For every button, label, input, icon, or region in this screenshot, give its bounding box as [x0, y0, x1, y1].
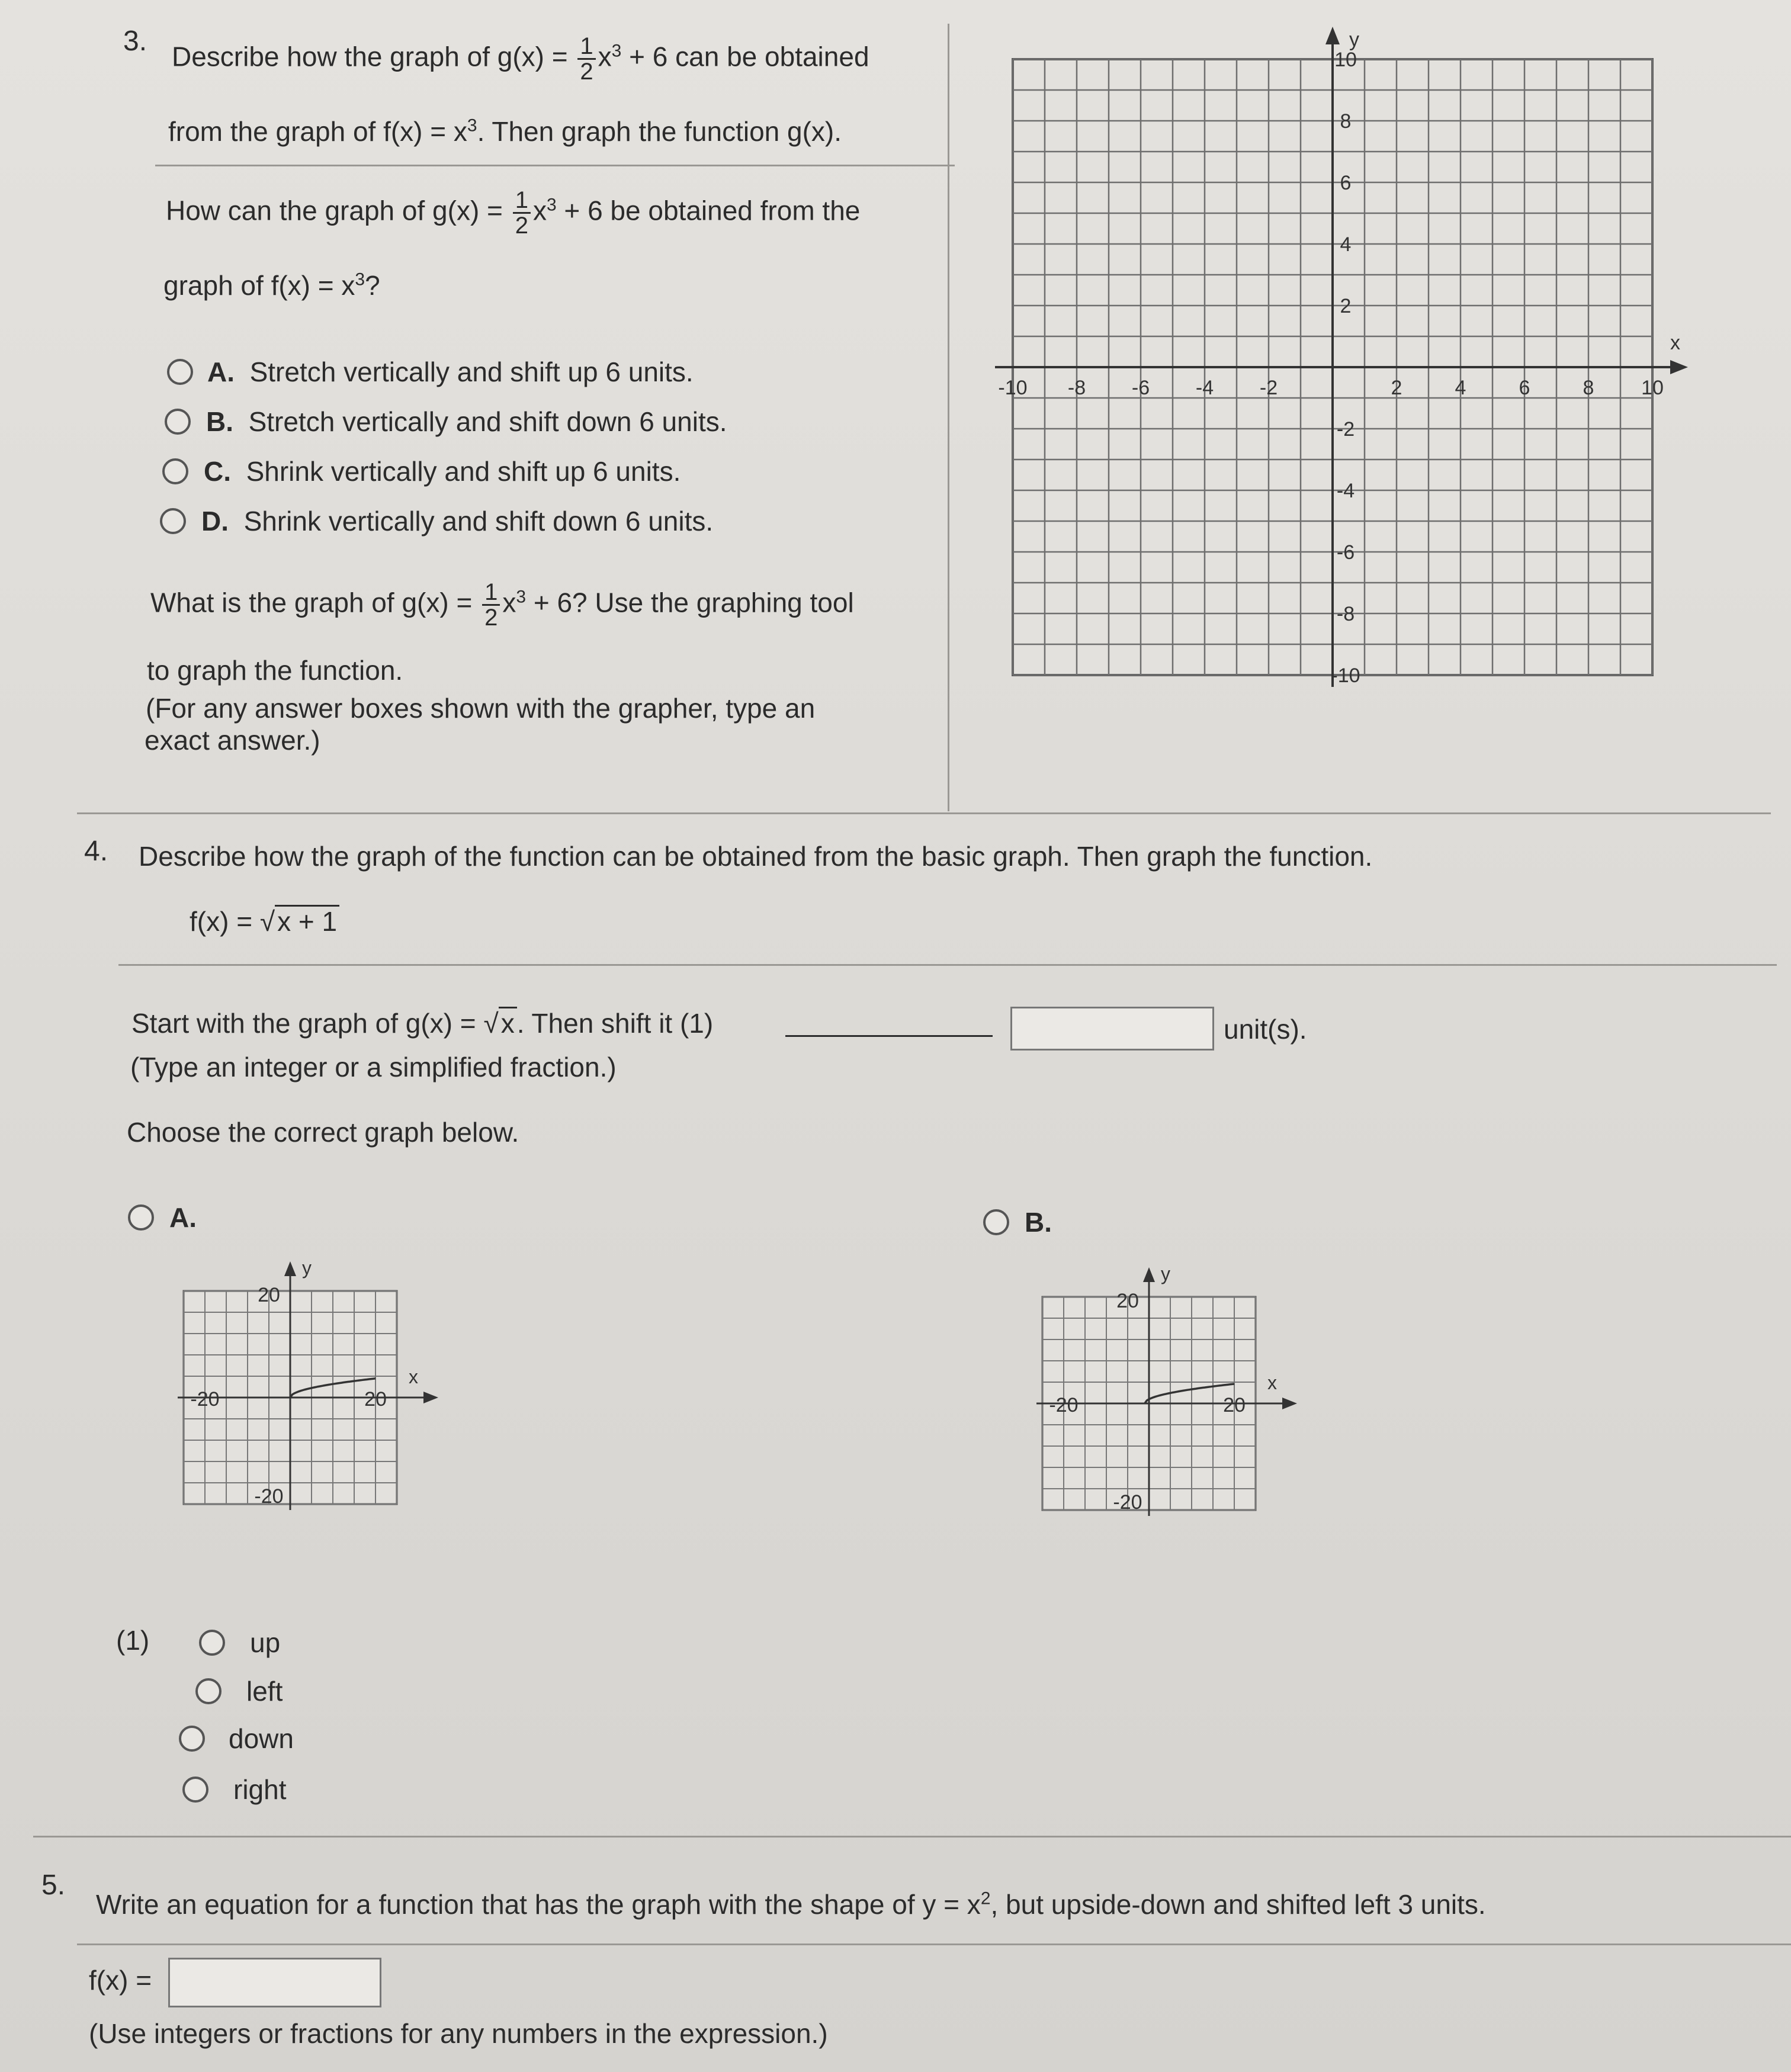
direction-list-label: (1): [116, 1625, 150, 1656]
units-label: unit(s).: [1224, 1014, 1307, 1045]
x-tick-label: 6: [1519, 377, 1530, 399]
direction-down-radio[interactable]: [179, 1726, 205, 1752]
q4-start-line: Start with the graph of g(x) = √x. Then shift it (1): [131, 1008, 714, 1039]
x-axis-arrow: [1670, 360, 1688, 374]
q3-graph-of-line: graph of $f(x) = x^3$?: [163, 269, 380, 301]
direction-blank[interactable]: [785, 1035, 993, 1037]
y-tick-label: 2: [1340, 295, 1352, 317]
x-tick-label: 2: [1391, 377, 1402, 399]
q3-what-line: What is the graph of g(x) = $\frac{1}{2}$ $x^3 + 6$? Use the graphing tool: [150, 579, 854, 631]
half-fraction: $\frac{1}{2}$: [513, 188, 531, 237]
direction-left[interactable]: left: [246, 1676, 283, 1707]
direction-down[interactable]: down: [229, 1723, 294, 1754]
graph-option-a[interactable]: [148, 1249, 456, 1534]
option-c-radio[interactable]: [162, 458, 188, 484]
half-fraction: $\frac{1}{2}$: [577, 34, 595, 83]
option-d-radio[interactable]: [160, 508, 186, 534]
direction-right-radio[interactable]: [182, 1777, 208, 1803]
graph-option-b-label[interactable]: B.: [1025, 1207, 1052, 1238]
q3-graphing-tool[interactable]: [983, 24, 1694, 699]
mini-left-tick: -20: [1049, 1394, 1079, 1416]
x-axis-label: x: [1670, 332, 1680, 354]
q5-prompt: Write an equation for a function that has the graph with the shape of $y = x^2$, but upside-down and shifted left 3 units.: [96, 1888, 1486, 1920]
x-tick-label: -6: [1131, 377, 1150, 399]
divider: [77, 812, 1771, 814]
direction-right[interactable]: right: [233, 1774, 287, 1805]
divider: [77, 1943, 1791, 1945]
q3-how-line: How can the graph of g(x) = $\frac{1}{2}$ $x^3 + 6$ be obtained from the: [166, 187, 861, 239]
q3-describe-line: Describe how the graph of g(x) = $\frac{1}{2}$ $x^3 + 6$ can be obtained: [172, 33, 869, 85]
q4-prompt: Describe how the graph of the function can be obtained from the basic graph. Then graph the function.: [139, 841, 1373, 872]
y-tick-label: 4: [1340, 233, 1352, 256]
column-divider: [948, 24, 949, 811]
mini-right-tick: 20: [1223, 1394, 1246, 1416]
option-a-radio[interactable]: [167, 359, 193, 385]
y-tick-label: -2: [1336, 418, 1355, 441]
q5-note: (Use integers or fractions for any numbers in the expression.): [89, 2018, 828, 2049]
direction-left-radio[interactable]: [195, 1678, 222, 1704]
q4-type-note: (Type an integer or a simplified fraction.): [130, 1052, 617, 1082]
option-c[interactable]: C. Shrink vertically and shift up 6 units.: [204, 456, 681, 487]
y-axis-arrow: [1325, 27, 1340, 44]
q5-answer-box[interactable]: [168, 1958, 381, 2007]
y-tick-label: 10: [1334, 49, 1357, 71]
mini-y-arrow: [284, 1261, 296, 1276]
q5-answer-label: f(x) =: [89, 1965, 152, 1996]
y-tick-label: -6: [1336, 541, 1355, 564]
mini-graph-a: [178, 1257, 438, 1510]
graph-option-b-radio[interactable]: [983, 1209, 1009, 1235]
direction-up[interactable]: up: [250, 1627, 281, 1658]
mini-right-tick: 20: [364, 1388, 387, 1411]
q4-function: f(x) = √x + 1: [190, 905, 339, 937]
x-tick-label: -8: [1067, 377, 1086, 399]
option-d[interactable]: D. Shrink vertically and shift down 6 units.: [201, 506, 714, 537]
direction-up-radio[interactable]: [199, 1630, 225, 1656]
option-a[interactable]: A. Stretch vertically and shift up 6 units.: [207, 356, 694, 387]
mini-left-tick: -20: [190, 1388, 220, 1411]
q4-choose: Choose the correct graph below.: [127, 1117, 519, 1148]
y-tick-label: 8: [1340, 110, 1352, 133]
x-tick-label: 4: [1455, 377, 1466, 399]
q3-note-2: exact answer.): [145, 725, 320, 756]
x-tick-label: -4: [1195, 377, 1214, 399]
mini-y-arrow: [1143, 1267, 1155, 1282]
mini-bottom-tick: -20: [1113, 1491, 1142, 1514]
x-tick-label: -2: [1259, 377, 1278, 399]
divider: [118, 964, 1777, 966]
divider: [155, 165, 955, 166]
question-4-number: 4.: [84, 836, 108, 867]
mini-y-label: y: [302, 1257, 312, 1278]
y-tick-label: -8: [1336, 603, 1355, 625]
mini-x-arrow: [423, 1392, 438, 1403]
x-tick-label: -10: [998, 377, 1028, 399]
units-answer-box[interactable]: [1010, 1007, 1214, 1051]
option-b-radio[interactable]: [165, 409, 191, 435]
mini-y-label: y: [1161, 1263, 1170, 1284]
mini-x-arrow: [1282, 1398, 1297, 1409]
option-b[interactable]: B. Stretch vertically and shift down 6 units.: [206, 406, 727, 437]
mini-x-label: x: [409, 1366, 418, 1387]
mini-graph-b: [1036, 1263, 1297, 1516]
y-tick-label: 6: [1340, 172, 1352, 194]
graph-option-b[interactable]: [1007, 1255, 1315, 1540]
x-tick-label: 10: [1641, 377, 1664, 399]
x-tick-label: 8: [1583, 377, 1594, 399]
question-5-number: 5.: [41, 1869, 66, 1901]
q3-to-graph: to graph the function.: [147, 655, 403, 686]
half-fraction: $\frac{1}{2}$: [482, 580, 500, 629]
question-3-number: 3.: [123, 25, 147, 57]
y-tick-label: -10: [1331, 664, 1360, 687]
mini-top-tick: 20: [258, 1284, 280, 1306]
q3-from-graph-line: from the graph of $f(x) = x^3$. Then graph the function g(x).: [168, 115, 842, 147]
q3-note-1: (For any answer boxes shown with the grapher, type an: [146, 693, 816, 724]
mini-x-label: x: [1267, 1372, 1277, 1393]
mini-bottom-tick: -20: [254, 1485, 284, 1508]
mini-top-tick: 20: [1116, 1290, 1139, 1312]
graph-option-a-radio[interactable]: [128, 1204, 154, 1231]
graph-option-a-label[interactable]: A.: [169, 1202, 197, 1233]
y-axis-label: y: [1349, 28, 1359, 51]
divider: [33, 1836, 1791, 1838]
y-tick-label: -4: [1336, 480, 1355, 502]
